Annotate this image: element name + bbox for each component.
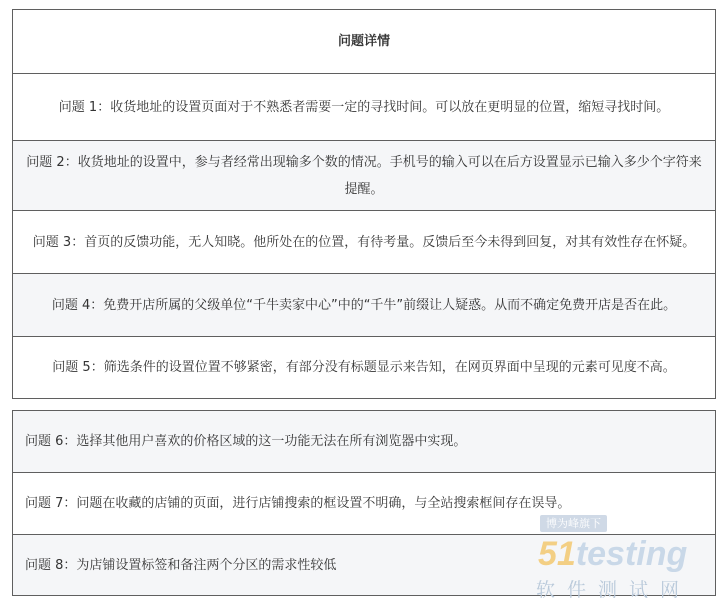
- issue-6-text: 问题 6：选择其他用户喜欢的价格区域的这一功能无法在所有浏览器中实现。: [25, 434, 467, 449]
- table-row: [13, 140, 715, 210]
- issue-1-text: 问题 1：收货地址的设置页面对于不熟悉者需要一定的寻找时间。可以放在更明显的位置，缩短寻找时间。: [58, 99, 670, 115]
- watermark-badge: 博为峰旗下: [540, 515, 607, 532]
- issue-3-text: 问题 3：首页的反馈功能，无人知晓。他所处在的位置，有待考量。反馈后至今未得到回复，对其有效性存在怀疑。: [32, 234, 696, 250]
- table-row: [13, 411, 715, 472]
- watermark-wordmark: [538, 535, 687, 574]
- watermark-number: 51: [538, 535, 576, 573]
- table-header-text: 问题详情: [337, 34, 390, 49]
- table-row: [13, 73, 715, 140]
- issue-7-text: 问题 7：问题在收藏的店铺的页面，进行店铺搜索的框设置不明确，与全站搜索框间存在误导。: [25, 496, 571, 511]
- watermark-word: testing: [575, 535, 688, 573]
- issue-4-text: 问题 4：免费开店所属的父级单位“千牛卖家中心”中的“千牛”前缀让人疑惑。从而不确定免费开店是否在此。: [51, 297, 677, 313]
- table-row: [13, 336, 715, 398]
- watermark-subtitle: 软件测试网: [536, 579, 692, 601]
- issue-2-text: 问题 2：收货地址的设置中，参与者经常出现输多个数的情况。手机号的输入可以在后方设置显示已输入多少个字符来提醒。: [26, 154, 702, 197]
- watermark-logo: [526, 515, 722, 601]
- issue-5-text: 问题 5：筛选条件的设置位置不够紧密，有部分没有标题显示来告知，在网页界面中呈现的元素可见度不高。: [52, 360, 676, 375]
- table-row: [13, 210, 715, 273]
- table-row: [13, 273, 715, 336]
- issue-8-text: 问题 8：为店铺设置标签和备注两个分区的需求性较低: [25, 557, 337, 573]
- issues-table-1: [12, 9, 716, 399]
- table-header: [13, 10, 715, 73]
